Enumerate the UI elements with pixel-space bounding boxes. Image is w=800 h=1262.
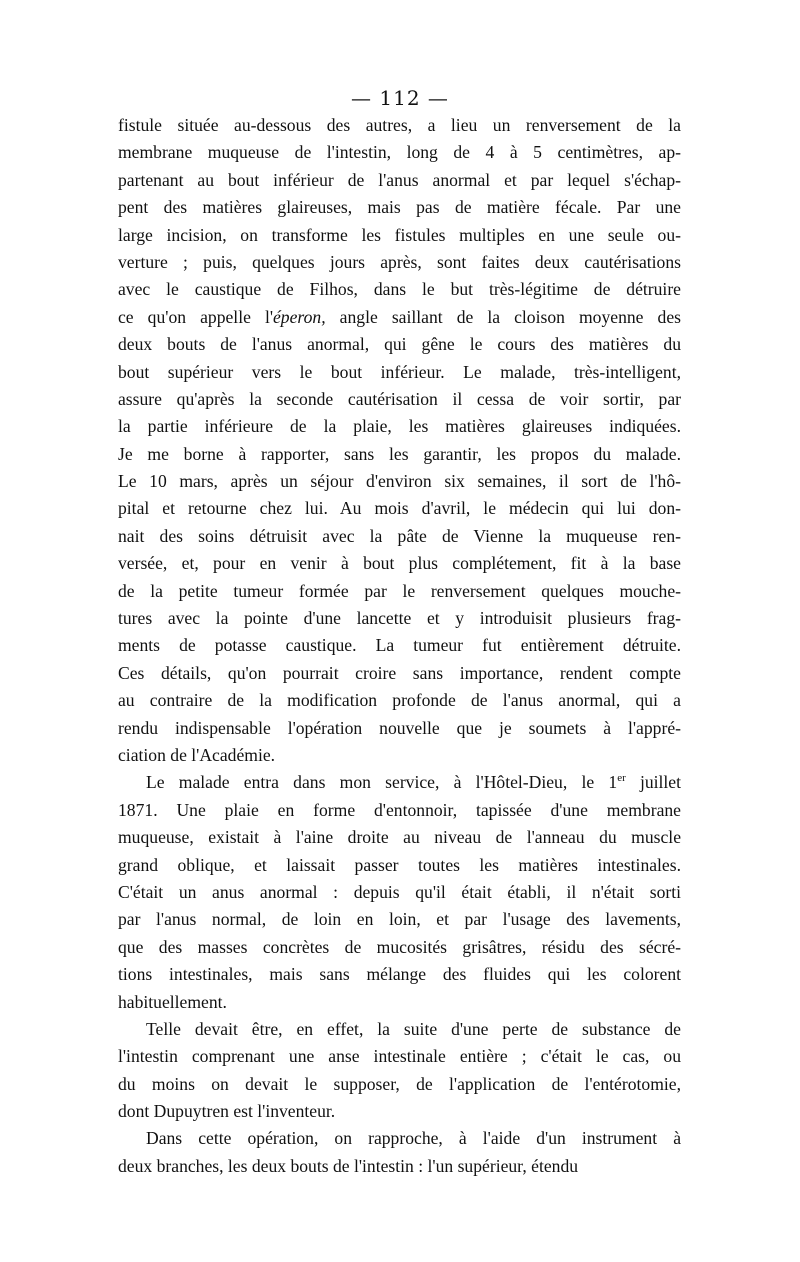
- text-line: fistule située au-dessous des autres, a lieu un renversement de la: [118, 115, 681, 135]
- text-line: assure qu'après la seconde cautérisation il cessa de voir sortir, par: [118, 388, 681, 409]
- body-text: [118, 112, 681, 1180]
- paragraph: [118, 112, 681, 769]
- text-line: tions intestinales, mais sans mélange des fluides qui les colorent: [118, 964, 681, 985]
- text-line: ciation de l'Académie.: [118, 744, 276, 765]
- text-line: deux branches, les deux bouts de l'intestin : l'un supérieur, étendu: [118, 1155, 579, 1176]
- text-line: muqueuse, existait à l'aine droite au niveau de l'anneau du muscle: [118, 827, 681, 848]
- text-line: versée, et, pour en venir à bout plus complétement, fit à la base: [118, 553, 681, 574]
- paragraph: [118, 1016, 681, 1126]
- text-line: du moins on devait le supposer, de l'application de l'entérotomie,: [118, 1073, 681, 1094]
- text-line: que des masses concrètes de mucosités grisâtres, résidu des sécré-: [118, 936, 681, 957]
- text-line: large incision, on transforme les fistules multiples en une seule ou-: [118, 224, 681, 245]
- text-line: nait des soins détruisit avec la pâte de Vienne la muqueuse ren-: [118, 525, 681, 546]
- text-line: de la petite tumeur formée par le renversement quelques mouche-: [118, 580, 681, 601]
- text-line: l'intestin comprenant une anse intestinale entière ; c'était le cas, ou: [118, 1046, 681, 1067]
- text-line: habituellement.: [118, 991, 227, 1012]
- paragraph: [118, 769, 681, 1016]
- text-line: verture ; puis, quelques jours après, sont faites deux cautérisations: [118, 251, 681, 272]
- text-line: par l'anus normal, de loin en loin, et par l'usage des lavements,: [118, 909, 681, 930]
- text-line: membrane muqueuse de l'intestin, long de 4 à 5 centimètres, ap-: [118, 142, 681, 163]
- text-line: bout supérieur vers le bout inférieur. Le malade, très-intelligent,: [118, 361, 681, 382]
- text-line: tures avec la pointe d'une lancette et y introduisit plusieurs frag-: [118, 608, 681, 629]
- text-line: la partie inférieure de la plaie, les matières glaireuses indiquées.: [118, 416, 681, 437]
- text-line: pent des matières glaireuses, mais pas de matière fécale. Par une: [118, 197, 681, 218]
- text-line: dont Dupuytren est l'inventeur.: [118, 1101, 336, 1122]
- text-line: au contraire de la modification profonde de l'anus anormal, qui a: [118, 690, 681, 711]
- paragraph: [118, 1125, 681, 1180]
- text-line: ments de potasse caustique. La tumeur fut entièrement détruite.: [118, 635, 681, 656]
- text-line: Dans cette opération, on rapproche, à l'aide d'un instrument à: [146, 1128, 681, 1149]
- text-line: Telle devait être, en effet, la suite d'une perte de substance de: [146, 1018, 681, 1039]
- text-line: Je me borne à rapporter, sans les garantir, les propos du malade.: [118, 443, 681, 464]
- text-line: pital et retourne chez lui. Au mois d'avril, le médecin qui lui don-: [118, 498, 681, 519]
- text-line: Le malade entra dans mon service, à l'Hôtel-Dieu, le 1er juillet: [146, 772, 682, 793]
- text-line: Ces détails, qu'on pourrait croire sans importance, rendent compte: [118, 662, 681, 683]
- text-line: deux bouts de l'anus anormal, qui gêne le cours des matières du: [118, 334, 681, 355]
- page-number: — 112 —: [351, 86, 449, 110]
- text-line: Le 10 mars, après un séjour d'environ six semaines, il sort de l'hô-: [118, 471, 681, 492]
- text-line: grand oblique, et laissait passer toutes les matières intestinales.: [118, 854, 681, 875]
- text-line: partenant au bout inférieur de l'anus anormal et par lequel s'échap-: [118, 169, 681, 190]
- text-line: 1871. Une plaie en forme d'entonnoir, tapissée d'une membrane: [118, 799, 681, 820]
- text-line: ce qu'on appelle l'éperon, angle saillant de la cloison moyenne des: [118, 306, 681, 327]
- text-line: rendu indispensable l'opération nouvelle que je soumets à l'appré-: [118, 717, 681, 738]
- text-line: C'était un anus anormal : depuis qu'il était établi, il n'était sorti: [118, 881, 681, 902]
- text-line: avec le caustique de Filhos, dans le but très-légitime de détruire: [118, 279, 681, 300]
